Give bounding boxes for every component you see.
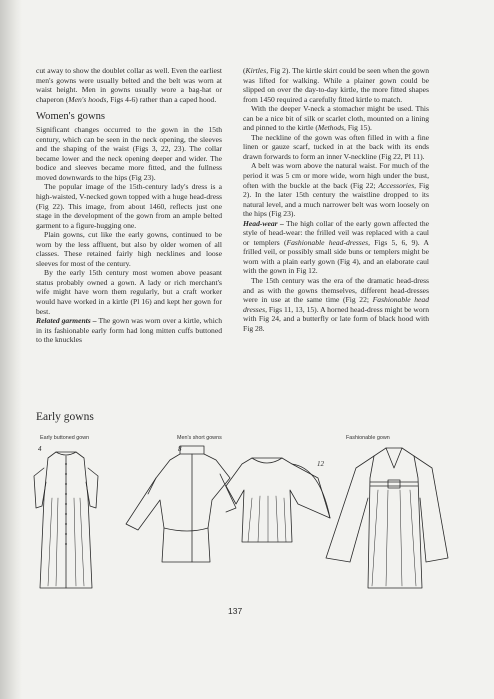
figure-caption: Fashionable gown [346,435,390,441]
left-text-column [36,66,222,345]
figure-caption: Men's short gowns [177,435,222,441]
mens-short-gown-drawing [126,446,236,562]
fashionable-gown-drawing [326,448,448,588]
paragraph: Plain gowns, cut like the early gowns, continued to be worn by the less affluent, but also by older women of all classes. These retained fairly high necklines and loose sleeves for most of the century. [36,230,222,268]
gown-illustrations [30,438,450,608]
page-number: 137 [228,606,243,616]
figure-section-title: Early gowns [36,411,94,423]
paragraph: With the deeper V-neck a stomacher might be used. This can be a nice bit of silk or scarlet cloth, mounted on a lining and pinned to the kirtle (Methods, Fig 15). [243,104,429,133]
paragraph: Related garments – The gown was worn over a kirtle, which in its fashionable early form had long mitten cuffs buttoned to the knuckles [36,316,222,345]
right-text-column [243,66,429,333]
paragraph: cut away to show the doublet collar as well. Even the earliest men's gowns were usually belted and the belt was worn at waist height. Men in gowns usually wore a bag-hat or chaperon (Men's hoods, Figs 4-6) rather than a caped hood. [36,66,222,104]
paragraph: (Kirtles, Fig 2). The kirtle skirt could be seen when the gown was lifted for walking. While a plainer gown could be slipped on over the day-to-day kirtle, the more fitted shapes from 1450 required a carefully fitted kirtle to match. [243,66,429,104]
paragraph: A belt was worn above the natural waist. For much of the period it was 5 cm or more wide, worn high under the bust, often with the buckle at the back (Fig 22; Accessories, Fig 2). In the later 15th century the waistline dropped to its natural level, and a much narrower belt was worn loosely on the hips (Fig 23). [243,161,429,219]
mens-short-gown-back-drawing [226,458,330,542]
paragraph: The 15th century was the era of the dramatic head-dress and as with the gowns themselves, different head-dresses were in use at the same time (Fig 22; Fashionable head dresses, Figs 11, 13, 15). A horned head-dress might be worn with Fig 24, and a butterfly or late form of black hood with Fig 28. [243,276,430,333]
early-buttoned-gown-drawing [34,452,98,588]
paragraph: Head-wear – The high collar of the early gown affected the style of head-wear: the frilled veil was replaced with a caul or templers (Fashionable head-dresses, Figs 5, 6, 9). A frilled veil, or possibly small side buns or templers might be worn with a plain early gown (Fig 4), and an elaborate caul with the gown in Fig 12. [243,218,429,276]
run-in-heading: Head-wear – [243,218,284,228]
section-heading: Women's gowns [36,111,106,123]
paragraph: The neckline of the gown was often filled in with a fine linen or gauze scarf, tucked in at the back with its ends drawn forwards to form an inner V-neckline (Fig 22, Pl 11). [243,132,429,161]
paragraph: The popular image of the 15th-century lady's dress is a high-waisted, V-necked gown topped with a huge head-dress (Fig 22). This image, from about 1460, reflects just one stage in the development of the gown from an ample belted garment to a figure-hugging one. [36,182,222,230]
paragraph: Significant changes occurred to the gown in the 15th century, which can be seen in the neck opening, the sleeves and the shaping of the waist (Figs 3, 22, 23). The collar became lower and the neck opening deeper and wider. The bodice and sleeves became more fitted, and the fullness moved downwards to the hips (Fig 23). [36,125,222,182]
run-in-heading: Related garments – [36,316,97,326]
page-gutter-shadow [0,0,22,699]
paragraph: By the early 15th century most women above peasant status probably owned a gown. A lady or rich merchant's wife might have worn them regularly, but a craft worker would have worked in a kirtle (Pl 16) and kept her gown for best. [36,268,222,316]
figure-caption: Early buttoned gown [40,435,90,441]
figure-number: 4 [38,445,42,453]
figure-number: 8 [178,445,182,453]
figure-number: 12 [317,460,324,468]
